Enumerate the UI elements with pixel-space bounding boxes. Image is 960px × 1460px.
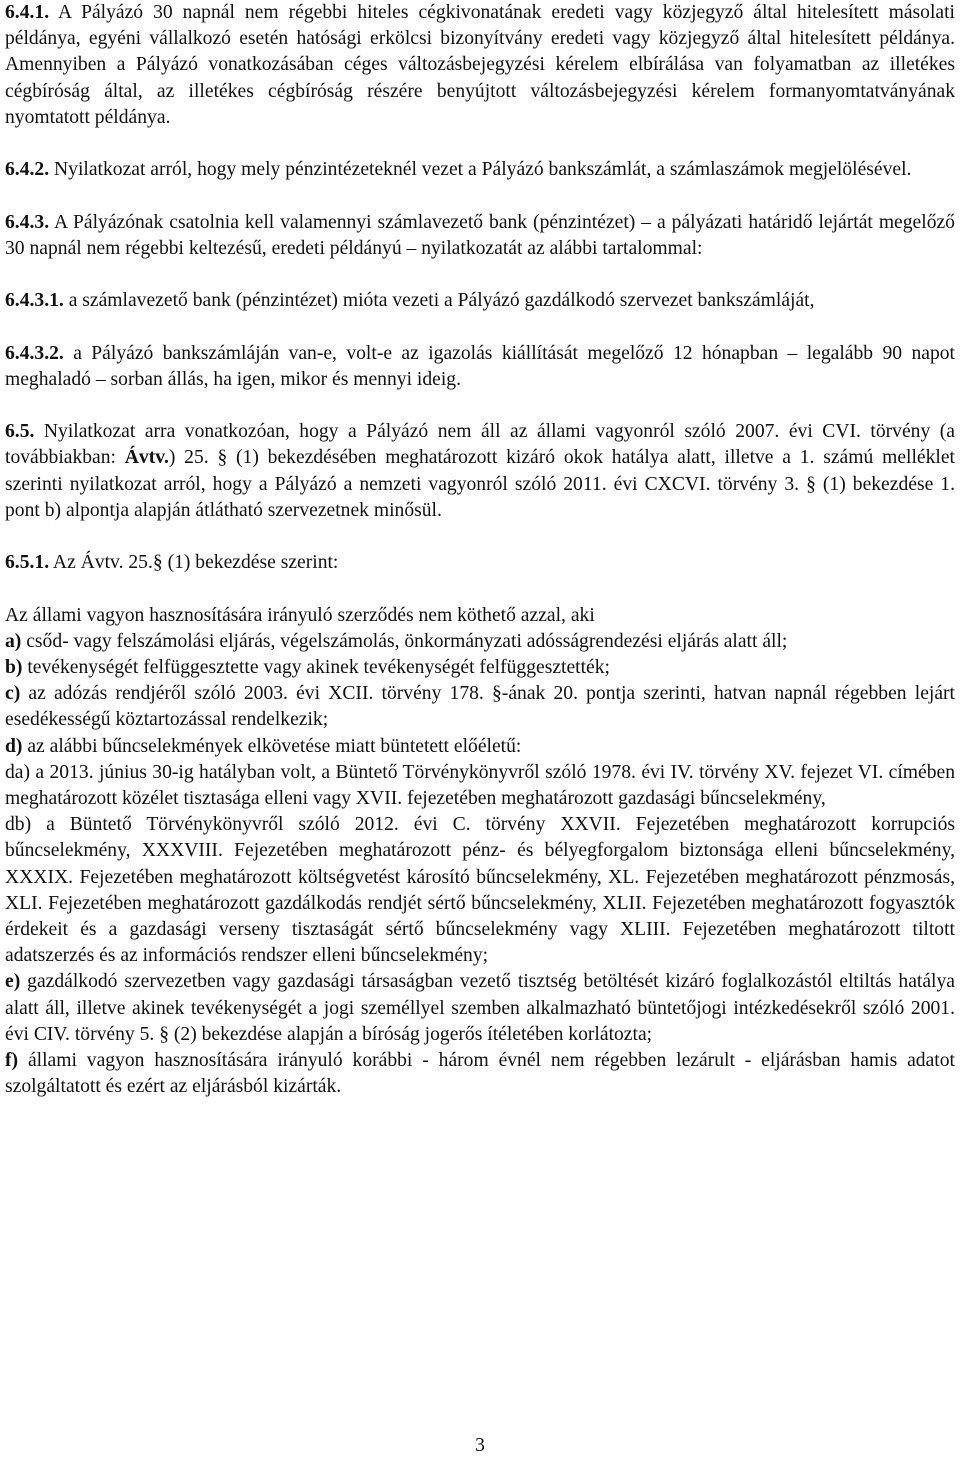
quote-item-db: db) a Büntető Törvénykönyvről szóló 2012. évi C. törvény XXVII. Fejezetében meghatározott korrupciós bűncselekmény, XXXVIII. Fejezetében meghatározott pénz- és bélyegforgalom biztonsága elleni bűncselekmény, XXXIX. Fejezetében meghatározott költségvetést károsító bűncselekmény, XL. Fejezetében meghatározott pénzmosás, XLI. Fejezetében meghatározott gazdálkodás rendjét sértő bűncselekmény, XLII. Fejezetében meghatározott fogyasztók érdekeit és a gazdasági verseny tisztaságát sértő bűncselekmény vagy XLIII. Fejezetében meghatározott tiltott adatszerzés és az információs rendszer elleni bűncselekmény; [5, 814, 955, 967]
section-number: 6.4.3.2. [5, 342, 64, 364]
section-number: 6.4.1. [5, 2, 50, 23]
section-text: A Pályázó 30 napnál nem régebbi hiteles cégkivonatának eredeti vagy közjegyző által hitelesített másolati példánya, egyéni vállalkozó esetén hatósági erkölcsi bizonyítvány eredeti vagy közjegyző által hitelesített példánya. Amennyiben a Pályázó vonatkozásában céges változásbejegyzési kérelem elbírálása van folyamatban az illetékes cégbíróság által, az illetékes cégbíróság részére benyújtott változásbejegyzési kérelem formanyomtatványának nyomtatott példánya. [5, 2, 956, 128]
section-6-4-2 [5, 157, 955, 183]
section-6-4-3-2 [5, 341, 955, 393]
quote-item-b [5, 655, 955, 681]
section-text: a számlavezető bank (pénzintézet) mióta vezeti a Pályázó gazdálkodó szervezet bankszámláját, [68, 290, 815, 312]
section-number: 6.4.3.1. [5, 290, 64, 312]
document-page [5, 0, 955, 1100]
item-label: a) [5, 630, 22, 652]
item-text: gazdálkodó szervezetben vagy gazdasági társaságban vezető tisztség betöltését kizáró foglalkozástól eltiltás hatálya alatt áll, illetve akinek tevékenységét a jogi személlyel szemben alkalmazható büntetőjogi intézkedésekről szóló 2001. évi CIV. törvény 5. § (2) bekezdése alapján a bíróság jogerős ítéletében korlátozta; [5, 971, 955, 1045]
quote-item-c [5, 681, 955, 733]
item-label: b) [5, 656, 23, 678]
quote-intro: Az állami vagyon hasznosítására irányuló szerződés nem köthető azzal, aki [5, 604, 595, 626]
section-6-4-3 [5, 210, 955, 262]
quote-item-d [5, 734, 955, 760]
quote-item-e [5, 969, 955, 1048]
item-text: az alábbi bűncselekmények elkövetése miatt büntetett előéletű: [27, 735, 522, 757]
item-text: az adózás rendjéről szóló 2003. évi XCII. törvény 178. §-ának 20. pontja szerinti, hatvan napnál régebben lejárt esedékességű köztartozással rendelkezik; [5, 683, 955, 731]
quote-item-a [5, 629, 955, 655]
section-text: a Pályázó bankszámláján van-e, volt-e az igazolás kiállítását megelőző 12 hónapban – legalább 90 napot meghaladó – sorban állás, ha igen, mikor és mennyi ideig. [5, 342, 955, 390]
item-label: e) [5, 971, 21, 993]
section-text-continued: ) 25. § (1) bekezdésében meghatározott kizáró okok hatálya alatt, illetve a 1. számú melléklet szerinti nyilatkozat arról, hogy a Pályázó a nemzeti vagyonról szóló 2011. évi CXCVI. törvény 3. § (1) bekezdése 1. pont b) alpontja alapján átlátható szervezetnek minősül. [5, 447, 955, 521]
item-label: f) [5, 1050, 19, 1072]
law-abbreviation: Ávtv. [124, 447, 169, 469]
section-text: Az Ávtv. 25.§ (1) bekezdése szerint: [52, 552, 339, 574]
section-text: A Pályázónak csatolnia kell valamennyi számlavezető bank (pénzintézet) – a pályázati határidő lejártát megelőző 30 napnál nem régebbi keltezésű, eredeti példányú – nyilatkozatát az alábbi tartalommal: [5, 211, 955, 259]
section-6-4-3-1 [5, 288, 955, 314]
section-6-4-1 [5, 0, 955, 131]
section-text: Nyilatkozat arról, hogy mely pénzintézeteknél vezet a Pályázó bankszámlát, a számlaszámok megjelölésével. [54, 159, 912, 181]
section-number: 6.4.2. [5, 159, 50, 181]
section-number: 6.5.1. [5, 552, 50, 574]
section-text: Nyilatkozat arra vonatkozóan, hogy a Pályázó nem áll az állami vagyonról szóló 2007. évi CVI. törvény (a továbbiakban: [5, 421, 955, 469]
section-number: 6.4.3. [5, 211, 50, 233]
page-number: 3 [475, 1435, 485, 1456]
section-6-5 [5, 419, 955, 524]
section-6-5-1 [5, 550, 955, 576]
item-text: csőd- vagy felszámolási eljárás, végelszámolás, önkormányzati adósságrendezési eljárás alatt áll; [26, 630, 788, 652]
item-label: c) [5, 683, 21, 705]
item-text: állami vagyon hasznosítására irányuló korábbi - három évnél nem régebben lezárult - eljárásban hamis adatot szolgáltatott és ezért az eljárásból kizárták. [5, 1050, 955, 1098]
quote-item-f [5, 1048, 955, 1100]
item-label: d) [5, 735, 23, 757]
item-text: tevékenységét felfüggesztette vagy akinek tevékenységét felfüggesztették; [27, 656, 610, 678]
section-number: 6.5. [5, 421, 35, 443]
quote-item-da: da) a 2013. június 30-ig hatályban volt, a Büntető Törvénykönyvről szóló 1978. évi IV. törvény XV. fejezet VI. címében meghatározott közélet tisztasága elleni vagy XVII. fejezetében meghatározott gazdasági bűncselekmény, [5, 761, 955, 809]
